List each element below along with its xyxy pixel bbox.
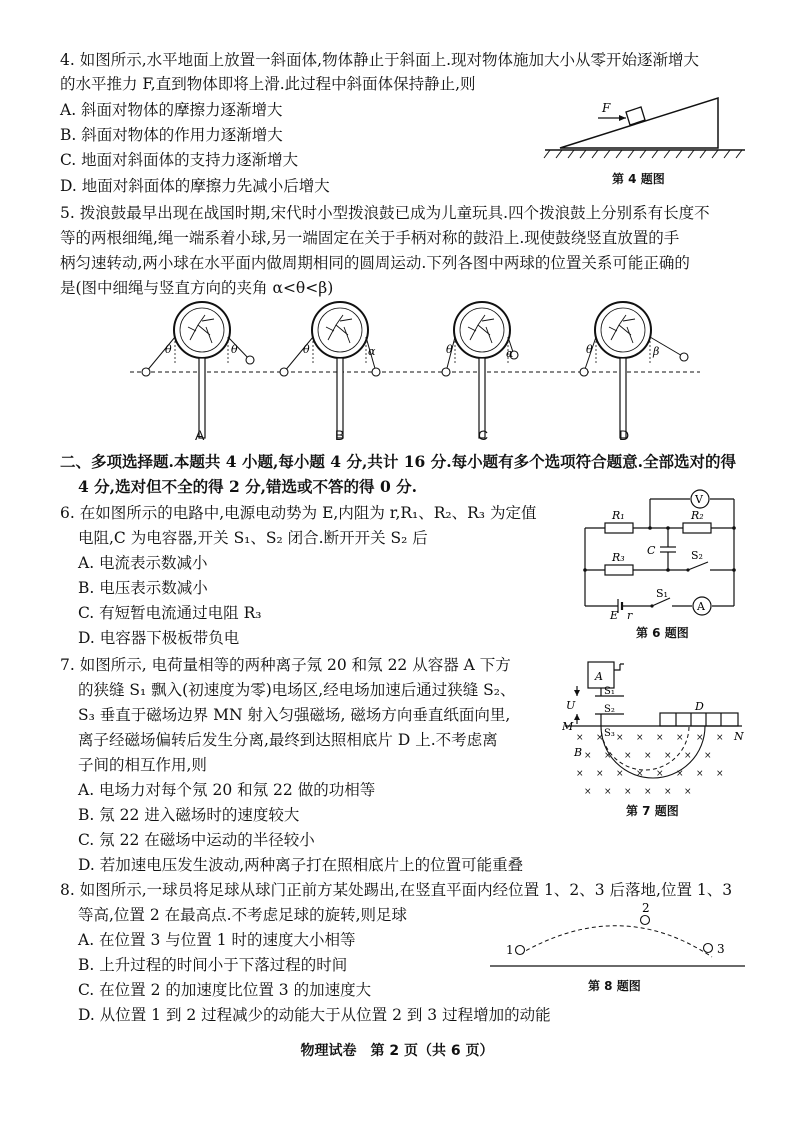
q6-circuit-figure — [580, 488, 740, 623]
svg-text:×: × — [716, 733, 724, 743]
svg-text:U: U — [566, 699, 576, 712]
q5-stem-line2: 等的两根细绳,绳一端系着小球,另一端固定在关于手柄对称的鼓沿上.现使鼓绕竖直放置的手 — [60, 229, 680, 247]
q5-label-c: C — [478, 427, 489, 443]
q7-option-a: A. 电场力对每个氖 20 和氖 22 做的功相等 — [78, 781, 376, 799]
q4-option-a: A. 斜面对物体的摩擦力逐渐增大 — [60, 101, 283, 119]
q4-incline-figure — [540, 90, 750, 165]
svg-text:×: × — [664, 787, 672, 797]
svg-text:R₃: R₃ — [612, 551, 625, 564]
q7-stem-line4: 离子经磁场偏转后发生分离,最终到达照相底片 D 上.不考虑离 — [78, 731, 498, 749]
svg-text:×: × — [716, 769, 724, 779]
q5-drums-figure — [110, 295, 710, 445]
svg-text:×: × — [636, 769, 644, 779]
svg-text:×: × — [696, 769, 704, 779]
svg-text:E: E — [610, 609, 619, 622]
q8-stem-line1: 8. 如图所示,一球员将足球从球门正前方某处踢出,在竖直平面内经位置 1、2、3 后落地,位置 1、3 — [60, 881, 733, 899]
svg-text:R₁: R₁ — [612, 509, 625, 522]
svg-text:A: A — [595, 670, 603, 683]
q5-b-right-angle: α — [368, 345, 376, 358]
q6-stem-line2: 电阻,C 为电容器,开关 S₁、S₂ 闭合.断开开关 S₂ 后 — [78, 529, 428, 547]
q5-label-a: A — [195, 427, 205, 443]
svg-text:A: A — [697, 600, 705, 613]
svg-text:×: × — [624, 751, 632, 761]
page-footer: 物理试卷 第 2 页（共 6 页） — [300, 1043, 494, 1059]
svg-text:S₂: S₂ — [691, 549, 703, 562]
svg-text:×: × — [644, 751, 652, 761]
q5-a-left-angle: θ — [165, 343, 172, 356]
q4-option-d: D. 地面对斜面体的摩擦力先减小后增大 — [60, 177, 330, 195]
svg-text:×: × — [584, 751, 592, 761]
q5-d-left-angle: θ — [586, 343, 593, 356]
q6-option-d: D. 电容器下极板带负电 — [78, 629, 240, 647]
q8-option-c: C. 在位置 2 的加速度比位置 3 的加速度大 — [78, 981, 372, 999]
q6-caption: 第 6 题图 — [636, 626, 689, 640]
q4-force-label: F — [602, 101, 611, 115]
q7-mass-spectrometer-figure — [562, 658, 747, 803]
q5-drum-c — [442, 302, 518, 438]
q4-option-c: C. 地面对斜面体的支持力逐渐增大 — [60, 151, 299, 169]
q5-d-right-angle: β — [653, 345, 660, 358]
q5-drum-d — [580, 302, 688, 438]
q8-option-a: A. 在位置 3 与位置 1 时的速度大小相等 — [78, 931, 356, 949]
svg-text:S₁: S₁ — [604, 686, 615, 697]
svg-text:D: D — [695, 700, 704, 713]
svg-text:M: M — [562, 720, 574, 733]
svg-text:×: × — [596, 733, 604, 743]
svg-text:×: × — [616, 733, 624, 743]
svg-text:×: × — [704, 751, 712, 761]
q7-option-c: C. 氖 22 在磁场中运动的半径较小 — [78, 831, 315, 849]
svg-text:×: × — [684, 787, 692, 797]
svg-text:S₁: S₁ — [656, 587, 668, 600]
q5-label-d: D — [619, 427, 630, 443]
svg-text:S₃: S₃ — [604, 728, 615, 739]
q5-stem-line1: 5. 拨浪鼓最早出现在战国时期,宋代时小型拨浪鼓已成为儿童玩具.四个拨浪鼓上分别系有长度不 — [60, 204, 710, 222]
q6-option-b: B. 电压表示数减小 — [78, 579, 208, 597]
svg-text:×: × — [676, 769, 684, 779]
svg-text:B: B — [574, 746, 583, 759]
svg-text:×: × — [616, 769, 624, 779]
section2-heading-line1: 二、多项选择题.本题共 4 小题,每小题 4 分,共计 16 分.每小题有多个选项符合题意.全部选对的得 — [60, 452, 737, 471]
q8-stem-line2: 等高,位置 2 在最高点.不考虑足球的旋转,则足球 — [78, 906, 407, 924]
svg-text:×: × — [684, 751, 692, 761]
q4-stem-line1: 4. 如图所示,水平地面上放置一斜面体,物体静止于斜面上.现对物体施加大小从零开始逐渐增大 — [60, 51, 699, 69]
q7-option-b: B. 氖 22 进入磁场时的速度较大 — [78, 806, 300, 824]
svg-text:3: 3 — [717, 942, 725, 956]
q5-drum-b — [280, 302, 380, 438]
svg-text:N: N — [734, 730, 744, 743]
svg-text:×: × — [656, 769, 664, 779]
svg-text:×: × — [576, 769, 584, 779]
q7-caption: 第 7 题图 — [626, 804, 679, 818]
q4-stem-line2: 的水平推力 F,直到物体即将上滑.此过程中斜面体保持静止,则 — [60, 75, 476, 93]
q5-a-right-angle: θ — [231, 343, 238, 356]
q8-option-b: B. 上升过程的时间小于下落过程的时间 — [78, 956, 348, 974]
svg-text:V: V — [695, 493, 703, 506]
q5-c-left-angle: θ — [446, 343, 453, 356]
q6-option-c: C. 有短暂电流通过电阻 R₃ — [78, 604, 262, 622]
svg-text:×: × — [604, 787, 612, 797]
q7-stem-line5: 子间的相互作用,则 — [78, 756, 207, 774]
q5-drum-a — [142, 302, 254, 438]
q6-stem-line1: 6. 在如图所示的电路中,电源电动势为 E,内阻为 r,R₁、R₂、R₃ 为定值 — [60, 504, 537, 522]
svg-text:×: × — [596, 769, 604, 779]
svg-text:×: × — [644, 787, 652, 797]
svg-text:×: × — [624, 787, 632, 797]
svg-text:×: × — [696, 733, 704, 743]
q6-option-a: A. 电流表示数减小 — [78, 554, 208, 572]
q5-stem-line4: 是(图中细绳与竖直方向的夹角 α<θ<β) — [60, 279, 334, 297]
svg-text:R₂: R₂ — [691, 509, 704, 522]
q4-option-b: B. 斜面对物体的作用力逐渐增大 — [60, 126, 283, 144]
svg-text:×: × — [604, 751, 612, 761]
q8-caption: 第 8 题图 — [588, 979, 641, 993]
svg-text:×: × — [576, 733, 584, 743]
svg-text:×: × — [584, 787, 592, 797]
svg-text:1: 1 — [506, 943, 514, 957]
q5-label-b: B — [335, 427, 345, 443]
svg-text:C: C — [647, 544, 656, 557]
q7-option-d: D. 若加速电压发生波动,两种离子打在照相底片上的位置可能重叠 — [78, 856, 524, 874]
q5-stem-line3: 柄匀速转动,两小球在水平面内做周期相同的圆周运动.下列各图中两球的位置关系可能正确的 — [60, 254, 690, 272]
q7-stem-line1: 7. 如图所示, 电荷量相等的两种离子氖 20 和氖 22 从容器 A 下方 — [60, 656, 511, 674]
svg-text:2: 2 — [642, 902, 650, 915]
q4-caption: 第 4 题图 — [612, 172, 665, 186]
svg-text:S₂: S₂ — [604, 704, 615, 715]
svg-text:×: × — [676, 733, 684, 743]
q8-option-d: D. 从位置 1 到 2 过程减少的动能大于从位置 2 到 3 过程增加的动能 — [78, 1006, 551, 1024]
svg-text:×: × — [656, 733, 664, 743]
q7-stem-line3: S₃ 垂直于磁场边界 MN 射入匀强磁场, 磁场方向垂直纸面向里, — [78, 706, 511, 724]
q5-c-right-angle: α — [506, 347, 514, 360]
svg-text:×: × — [664, 751, 672, 761]
section2-heading-line2: 4 分,选对但不全的得 2 分,错选或不答的得 0 分. — [78, 477, 418, 496]
q7-stem-line2: 的狭缝 S₁ 飘入(初速度为零)电场区,经电场加速后通过狭缝 S₂、 — [78, 681, 516, 699]
svg-text:r: r — [627, 609, 633, 622]
q8-trajectory-figure — [490, 902, 750, 972]
svg-text:×: × — [636, 733, 644, 743]
q5-b-left-angle: θ — [303, 343, 310, 356]
